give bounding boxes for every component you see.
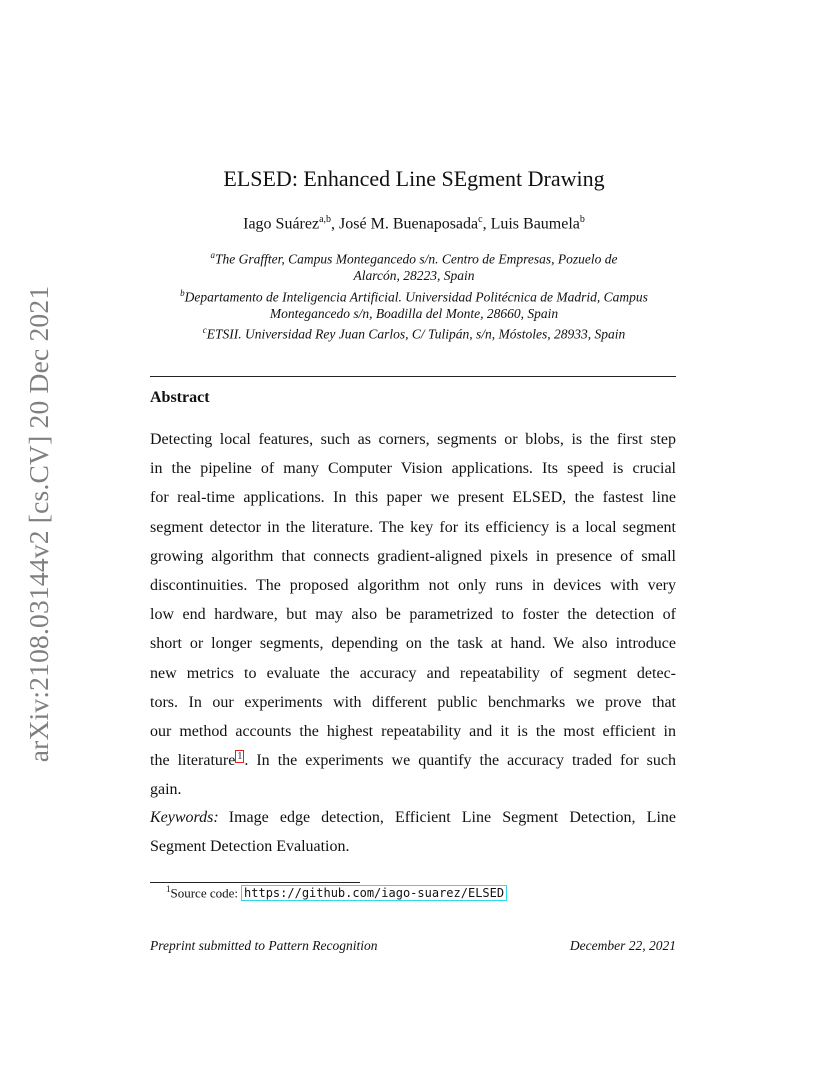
abstract-line: low end hardware, but may also be parametrized to foster the detection of bbox=[150, 606, 676, 624]
affiliations bbox=[150, 247, 678, 343]
footnote-rule bbox=[150, 882, 360, 883]
abstract-heading: Abstract bbox=[150, 389, 210, 406]
author-name: José M. Buenaposada bbox=[339, 215, 479, 233]
footnote-number: 1 bbox=[166, 884, 171, 894]
abstract-line: new metrics to evaluate the accuracy and repeatability of segment detec- bbox=[150, 664, 676, 682]
keywords-text: Image edge detection, Efficient Line Segment Detection, Line bbox=[228, 809, 676, 826]
date: December 22, 2021 bbox=[569, 938, 676, 953]
affiliation-c: $^c$ETSII. Universidad Rey Juan Carlos, C/ Tulipán, s/n, Móstoles, 28933, Spain bbox=[202, 325, 626, 342]
abstract-line: growing algorithm that connects gradient-aligned pixels in presence of small bbox=[150, 547, 676, 565]
abstract-line: Detecting local features, such as corners, segments or blobs, is the first step bbox=[150, 431, 676, 448]
abstract-line: gain. bbox=[150, 781, 182, 799]
affiliation-b: $^b$Departamento de Inteligencia Artificial. Universidad Politécnica de Madrid, Campus Montegancedo s/n, Boadilla del Monte, 28660, Spain bbox=[180, 287, 648, 321]
arxiv-sidebar bbox=[17, 285, 61, 763]
author-affil-marker: a,b bbox=[319, 214, 332, 225]
footnote-reference-link[interactable]: 1 bbox=[237, 750, 243, 762]
header-rule bbox=[150, 376, 676, 377]
keywords-label: Keywords: bbox=[150, 809, 219, 826]
author-list: Iago Suárez$^{a,b}$, José M. Buenaposada$^c$, Luis Baumela$^b$ bbox=[243, 214, 585, 233]
abstract-line: short or longer segments, depending on the task at hand. We also introduce bbox=[150, 635, 676, 653]
author-name: Iago Suárez bbox=[243, 215, 320, 233]
abstract-line: in the pipeline of many Computer Vision applications. Its speed is crucial bbox=[150, 460, 676, 478]
footnote-text: Source code: bbox=[170, 885, 239, 901]
affiliation-a: $^a$The Graffter, Campus Montegancedo s/n. Centro de Empresas, Pozuelo de Alarcón, 28223, Spain bbox=[210, 250, 618, 283]
author-affil-marker: c bbox=[478, 214, 483, 225]
abstract-line: segment detector in the literature. The key for its efficiency is a local segment bbox=[150, 518, 676, 536]
abstract-body bbox=[150, 425, 676, 805]
author-affil-marker: b bbox=[579, 214, 585, 225]
keywords bbox=[150, 803, 676, 861]
abstract-line: our method accounts the highest repeatability and it is the most efficient in bbox=[150, 723, 676, 741]
abstract-line: discontinuities. The proposed algorithm not only runs in devices with very bbox=[150, 577, 676, 595]
preprint-note: Preprint submitted to Pattern Recognition bbox=[150, 938, 378, 953]
source-code-link[interactable]: https://github.com/iago-suarez/ELSED bbox=[241, 885, 507, 901]
author-name: Luis Baumela bbox=[490, 215, 580, 233]
footnote bbox=[166, 884, 507, 901]
abstract-line: for real-time applications. In this paper we present ELSED, the fastest line bbox=[150, 489, 676, 507]
abstract-line: tors. In our experiments with different public benchmarks we prove that bbox=[150, 693, 676, 711]
abstract-line: the literature $^1$ . In the experiments we quantify the accuracy traded for such bbox=[150, 750, 677, 770]
paper-title: ELSED: Enhanced Line SEgment Drawing bbox=[223, 166, 605, 191]
keywords-text: Segment Detection Evaluation. bbox=[150, 838, 350, 856]
arxiv-identifier: arXiv:2108.03144v2 [cs.CV] 20 Dec 2021 bbox=[23, 285, 54, 763]
